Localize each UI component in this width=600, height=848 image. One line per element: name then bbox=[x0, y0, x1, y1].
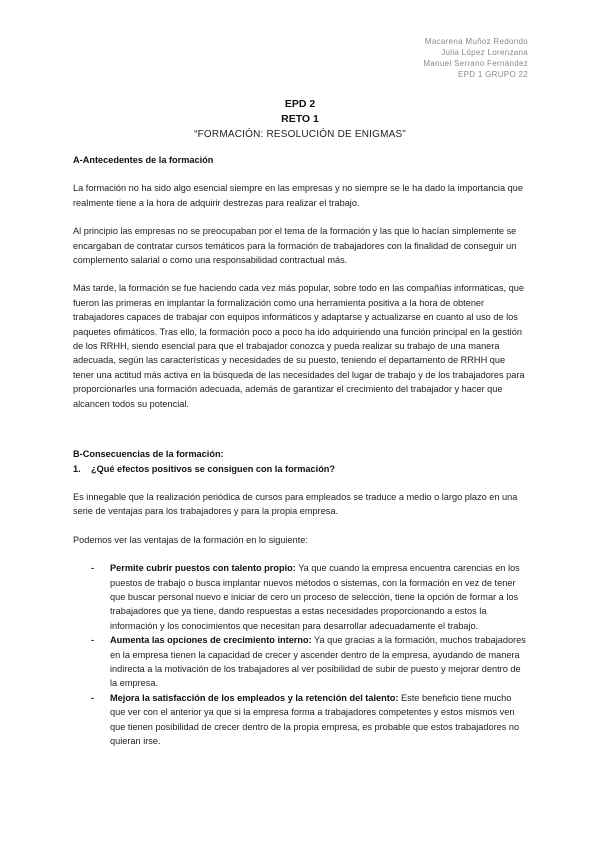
paragraph: Es innegable que la realización periódica de cursos para empleados se traduce a medio o largo plazo en una serie de ventajas para los trabajadores y para la propia empresa. bbox=[73, 491, 518, 517]
author-name: Julia López Lorenzana bbox=[441, 48, 528, 57]
list-bullet: - bbox=[91, 563, 95, 574]
list-item-lead: Mejora la satisfacción de los empleados y la retención del talento: bbox=[110, 692, 399, 703]
author-name: Manuel Serrano Fernández bbox=[423, 59, 528, 68]
title-block bbox=[0, 97, 600, 142]
benefits-list bbox=[73, 561, 528, 748]
list-bullet: - bbox=[91, 635, 95, 646]
document-body bbox=[73, 153, 528, 748]
question-number: 1. bbox=[73, 463, 81, 474]
list-item-lead: Permite cubrir puestos con talento propio: bbox=[110, 563, 296, 574]
document-title: EPD 2 bbox=[284, 98, 316, 110]
list-bullet: - bbox=[91, 692, 95, 703]
list-item-text: Ya que gracias a la formación, muchos trabajadores en la empresa tienen la capacidad de crecer y ascender dentro de la empresa, ayudando de manera indirecta a la motivación de los trabajadores al ver posibilidad de subir de puesto y mejorar dentro de la empresa. bbox=[110, 635, 526, 689]
author-name: Macarena Muñoz Redondo bbox=[424, 37, 528, 46]
section-b-heading: B-Consecuencias de la formación: bbox=[73, 449, 224, 460]
list-item bbox=[73, 561, 528, 633]
paragraph: Al principio las empresas no se preocupaban por el tema de la formación y las que lo hacían simplemente se encargaban de contratar cursos temáticos para la formación de trabajadores con la finalidad de conseguir un complemento salarial o como una responsabilidad contractual más. bbox=[73, 226, 517, 266]
section-a-heading: A-Antecedentes de la formación bbox=[73, 155, 214, 165]
group-label: EPD 1 GRUPO 22 bbox=[457, 70, 528, 79]
paragraph: Podemos ver las ventajas de la formación en lo siguiente: bbox=[73, 534, 308, 545]
author-block bbox=[423, 36, 528, 80]
list-item bbox=[73, 691, 528, 749]
document-topic: “FORMACIÓN: RESOLUCIÓN DE ENIGMAS” bbox=[194, 129, 406, 140]
question-text: ¿Qué efectos positivos se consiguen con la formación? bbox=[91, 463, 336, 474]
list-item-text: Ya que cuando la empresa encuentra carencias en los puestos de trabajo o busca implantar nuevos métodos o sistemas, con la formación en vez de tener que buscar personal nuevo e iniciar de cero un proceso de selección, tiene la opción de formar a los trabajadores que ya tiene, dando respuestas a estas necesidades proporcionando a estos la información y los conocimientos que necesitan para desarrollar adecuadamente el trabajo. bbox=[110, 563, 520, 631]
list-item-text: Este beneficio tiene mucho que ver con el anterior ya que si la empresa forma a trabajadores competentes y estos mismos ven que tienen posibilidad de crecer dentro de la propia empresa, es probable que estos trabajadores no quieran irse. bbox=[110, 692, 520, 746]
numbered-question bbox=[73, 462, 528, 476]
document-subtitle: RETO 1 bbox=[281, 113, 319, 125]
list-item bbox=[73, 633, 528, 691]
paragraph: Más tarde, la formación se fue haciendo cada vez más popular, sobre todo en las compañías informáticas, que fueron las primeras en implantar la formalización como una herramienta positiva a la hora de obtener trabajadores capaces de trabajar con equipos informáticos y adaptarse y actualizarse en cuanto al uso de los paquetes ofimáticos. Tras ello, la formación poco a poco ha ido adquiriendo una función principal en la gestión de los RRHH, siendo esencial para que el trabajador conozca y pueda realizar su trabajo de una manera adecuada, según las características y necesidades de su puesto, teniendo el departamento de RRHH que tener una actitud más activa en la búsqueda de las necesidades del lugar de trabajo y de los trabajadores para proporcionarles una formación adecuada, además de garantizar el crecimiento del trabajador y hacer que alcancen todos su potencial. bbox=[73, 283, 525, 409]
list-item-lead: Aumenta las opciones de crecimiento interno: bbox=[110, 635, 312, 646]
paragraph: La formación no ha sido algo esencial siempre en las empresas y no siempre se le ha dado la importancia que realmente tiene a la hora de adquirir destrezas para realizar el trabajo. bbox=[73, 183, 523, 208]
